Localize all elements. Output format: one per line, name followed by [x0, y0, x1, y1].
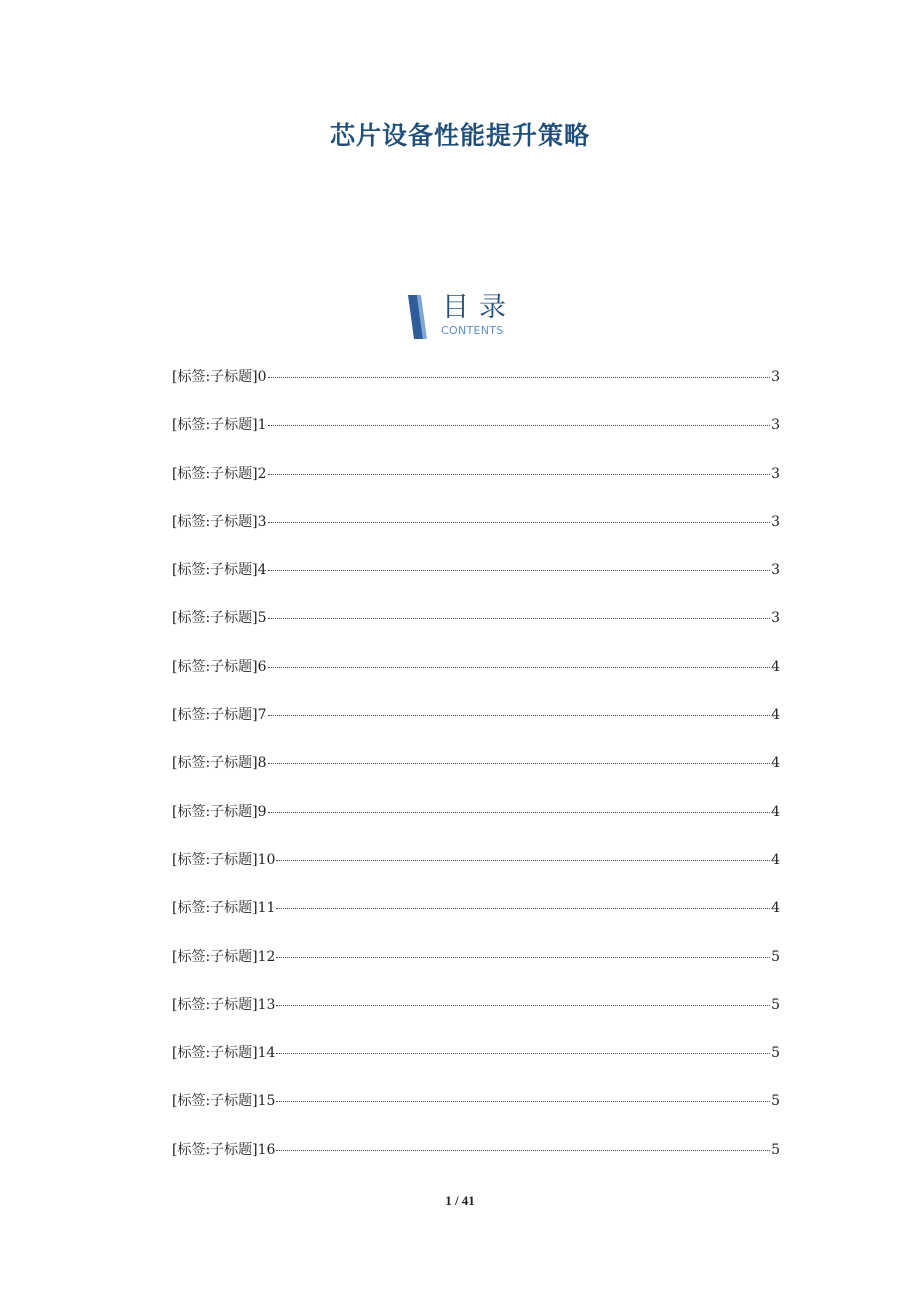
toc-dot-leader	[268, 474, 771, 475]
toc-dot-leader	[276, 1005, 770, 1006]
toc-entry[interactable]	[172, 1139, 780, 1187]
toc-entry-page-number[interactable]: 4	[771, 803, 780, 820]
toc-entry-page-number[interactable]: 3	[771, 417, 780, 434]
toc-entry-label[interactable]: [标签:子标题]3	[172, 513, 267, 530]
toc-entry-label[interactable]: [标签:子标题]11	[172, 900, 276, 917]
toc-dot-leader	[268, 522, 771, 523]
toc-entry-page-number[interactable]: 3	[771, 465, 780, 482]
toc-entry-label[interactable]: [标签:子标题]5	[172, 610, 267, 627]
toc-dot-leader	[268, 425, 771, 426]
toc-entry-label[interactable]: [标签:子标题]8	[172, 755, 267, 772]
toc-entry[interactable]	[172, 366, 780, 414]
toc-dot-leader	[268, 812, 771, 813]
toc-entry-label[interactable]: [标签:子标题]1	[172, 417, 267, 434]
toc-entry[interactable]	[172, 704, 780, 752]
toc-entry-label[interactable]: [标签:子标题]15	[172, 1093, 276, 1110]
toc-entry[interactable]	[172, 463, 780, 511]
toc-book-stripe-icon	[408, 295, 432, 339]
toc-entry-page-number[interactable]: 3	[771, 513, 780, 530]
page-number: 1 / 41	[445, 1193, 475, 1208]
toc-entry-label[interactable]: [标签:子标题]0	[172, 369, 267, 385]
toc-entry-label[interactable]: [标签:子标题]16	[172, 1141, 276, 1158]
toc-entry-label[interactable]: [标签:子标题]6	[172, 658, 267, 675]
toc-entry-label[interactable]: [标签:子标题]4	[172, 562, 267, 579]
toc-entry[interactable]	[172, 1090, 780, 1138]
toc-entry-label[interactable]: [标签:子标题]2	[172, 465, 267, 482]
toc-entry-page-number[interactable]: 5	[771, 996, 780, 1013]
toc-dot-leader	[276, 1053, 770, 1054]
toc-subtitle: CONTENTS	[441, 324, 504, 337]
toc-dot-leader	[268, 715, 771, 716]
toc-entry-label[interactable]: [标签:子标题]10	[172, 851, 276, 868]
toc-dot-leader	[276, 957, 770, 958]
toc-entry-label[interactable]: [标签:子标题]14	[172, 1045, 276, 1062]
toc-dot-leader	[268, 618, 771, 619]
toc-entry-label[interactable]: [标签:子标题]9	[172, 803, 267, 820]
toc-dot-leader	[268, 667, 771, 668]
toc-entry-page-number[interactable]: 3	[771, 610, 780, 627]
document-title: 芯片设备性能提升策略	[329, 121, 590, 150]
toc-entry-page-number[interactable]: 4	[771, 707, 780, 724]
toc-entry[interactable]	[172, 897, 780, 945]
toc-entry-page-number[interactable]: 3	[771, 369, 780, 385]
toc-entry[interactable]	[172, 752, 780, 800]
toc-entry-page-number[interactable]: 3	[771, 562, 780, 579]
toc-entry-page-number[interactable]: 4	[771, 755, 780, 772]
toc-dot-leader	[268, 763, 771, 764]
toc-entry-page-number[interactable]: 5	[771, 1093, 780, 1110]
toc-entry-page-number[interactable]: 5	[771, 948, 780, 965]
toc-entry[interactable]	[172, 607, 780, 655]
toc-title: 目录	[442, 292, 516, 323]
toc-header	[408, 292, 528, 340]
toc-entry-label[interactable]: [标签:子标题]13	[172, 996, 276, 1013]
toc-entry[interactable]	[172, 849, 780, 897]
toc-entry[interactable]	[172, 559, 780, 607]
toc-entry-label[interactable]: [标签:子标题]12	[172, 948, 276, 965]
toc-entry[interactable]	[172, 1042, 780, 1090]
toc-entry[interactable]	[172, 994, 780, 1042]
toc-dot-leader	[268, 570, 771, 571]
toc-entry[interactable]	[172, 656, 780, 704]
toc-entry-page-number[interactable]: 4	[771, 851, 780, 868]
toc-entry-page-number[interactable]: 4	[771, 658, 780, 675]
toc-dot-leader	[276, 1101, 770, 1102]
toc-dot-leader	[276, 860, 770, 861]
toc-entry-page-number[interactable]: 5	[771, 1045, 780, 1062]
toc-dot-leader	[268, 377, 771, 378]
toc-entry[interactable]	[172, 801, 780, 849]
toc-entry-page-number[interactable]: 4	[771, 900, 780, 917]
toc-dot-leader	[276, 1150, 770, 1151]
toc-entry[interactable]	[172, 511, 780, 559]
toc-dot-leader	[276, 908, 770, 909]
toc-entry-label[interactable]: [标签:子标题]7	[172, 707, 267, 724]
toc-entry-page-number[interactable]: 5	[771, 1141, 780, 1158]
toc-list	[172, 366, 780, 1187]
toc-entry[interactable]	[172, 946, 780, 994]
toc-entry[interactable]	[172, 414, 780, 462]
